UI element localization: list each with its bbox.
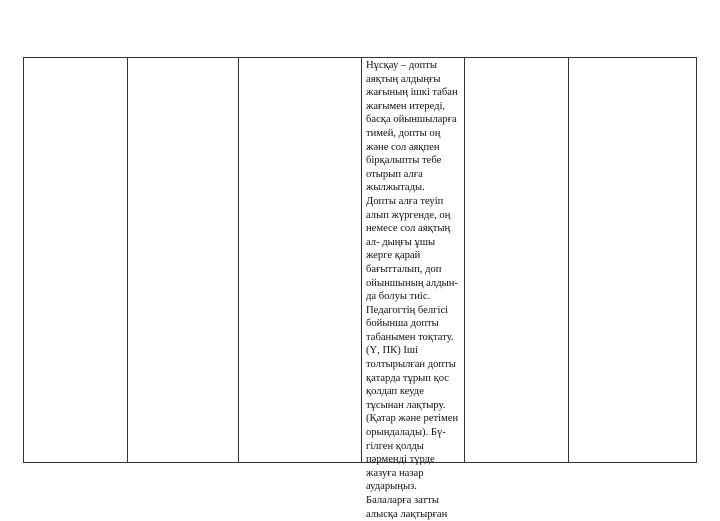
instruction-line: (Қатар және ретімен <box>366 413 459 425</box>
instruction-line: (Ү, ПК) Іші <box>366 345 418 357</box>
instruction-line: табанымен тоқтату. <box>366 331 454 343</box>
instruction-line: жағымен итереді, <box>366 100 446 112</box>
instruction-line: Нұсқау – допты <box>366 60 437 71</box>
instruction-line: аяқтың алдыңғы <box>366 73 441 85</box>
table-cell-instructions <box>362 58 465 520</box>
instruction-line: қатарда тұрып қос <box>366 372 450 384</box>
lesson-plan-table <box>23 57 697 520</box>
instruction-line: қолдап кеуде <box>366 386 424 398</box>
instruction-line: бағытталып, доп <box>366 263 442 275</box>
instruction-line: тимей, допты оң <box>366 127 441 139</box>
instruction-line: жерге қарай <box>366 250 421 262</box>
table-cell-6 <box>569 58 697 463</box>
instruction-line: және сол аяқпен <box>366 141 440 153</box>
instruction-line: ойыншының алдын- <box>366 277 458 289</box>
instruction-line: жылжытады. <box>366 182 425 194</box>
instruction-line: аударыңыз. <box>366 481 417 493</box>
instruction-line: Допты алға теуіп <box>366 195 444 207</box>
instruction-line: гілген қолды <box>366 440 424 452</box>
instruction-line: немесе сол аяқтың <box>366 223 451 235</box>
instruction-line: толтырылған допты <box>366 359 456 371</box>
instruction-line: пәрменді түрде <box>366 454 435 466</box>
instruction-line: жазуға назар <box>366 467 424 479</box>
instruction-line: алып жүргенде, оң <box>366 209 451 221</box>
instruction-text <box>362 58 464 520</box>
instruction-line: тұсынан лақтыру. <box>366 399 446 411</box>
instruction-line: бірқалыпты тебе <box>366 155 442 167</box>
instruction-line: алысқа лақтырған <box>366 508 448 520</box>
instruction-line: орындалады). Бү- <box>366 427 446 439</box>
instruction-line: жағының ішкі табан <box>366 87 458 99</box>
instruction-line: Балаларға затты <box>366 495 439 506</box>
table-cell-5 <box>465 58 569 463</box>
instruction-line: ал- дыңғы ұшы <box>366 236 436 248</box>
instruction-line: отырып алға <box>366 168 423 180</box>
instruction-line: да болуы тиіс. <box>366 291 431 303</box>
instruction-line: бойынша допты <box>366 318 439 330</box>
instruction-line: басқа ойыншыларға <box>366 114 457 126</box>
table-cell-2 <box>128 58 239 463</box>
table-cell-3 <box>239 58 362 463</box>
instruction-line: Педагогтің белгісі <box>366 304 449 316</box>
table-cell-1 <box>24 58 128 463</box>
table-row <box>24 58 697 463</box>
